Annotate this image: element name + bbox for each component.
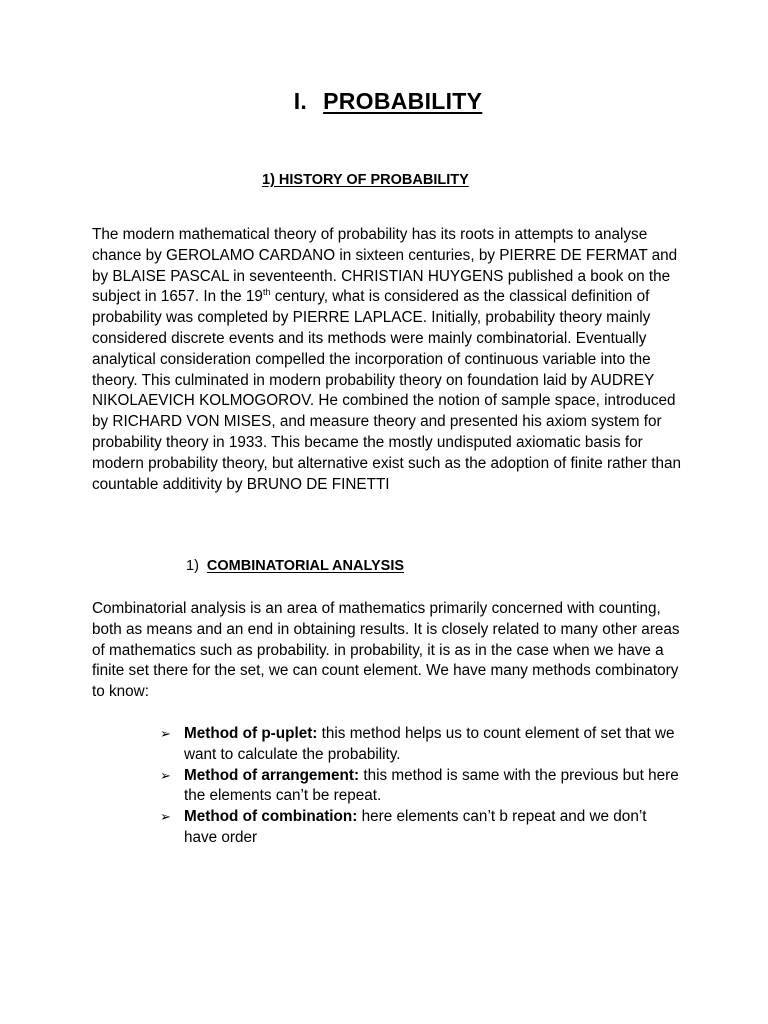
- combinatorial-heading: [186, 558, 404, 574]
- combinatorial-heading-text: COMBINATORIAL ANALYSIS: [206, 558, 405, 574]
- method-name: Method of p-uplet:: [184, 725, 318, 742]
- list-item: [160, 766, 680, 808]
- arrow-bullet-icon: ➢: [160, 726, 171, 741]
- method-description: here elements can’t b repeat and we don’t have order: [184, 808, 647, 846]
- history-paragraph: [92, 225, 692, 495]
- combinatorial-paragraph: Combinatorial analysis is an area of mathematics primarily concerned with counting, both as means and an end in obtaining results. It is closely related to many other areas of mathematics such as probability. in probability, it is as in the case when we have a finite set there for the set, we can count element. We have many methods combinatory to know:: [92, 600, 680, 701]
- title-text: PROBABILITY: [323, 88, 483, 114]
- history-text-part-2: century, what is considered as the classical definition of probability was completed by PIERRE LAPLACE. Initially, probability theory mainly considered discrete events and its methods were mainly combinatorial. Eventually analytical consideration compelled the incorporation of continuous variable into the theory. This culminated in modern probability theory on foundation laid by AUDREY NIKOLAEVICH KOLMOGOROV. He combined the notion of sample space, introduced by RICHARD VON MISES, and measure theory and presented his axiom system for probability theory in 1933. This became the mostly undisputed axiomatic basis for modern probability theory, but alternative exist such as the adoption of finite rather than countable additivity by BRUNO DE FINETTI: [92, 288, 681, 493]
- list-item: [160, 807, 680, 849]
- page-title: [0, 88, 768, 115]
- arrow-bullet-icon: ➢: [160, 809, 171, 825]
- arrow-bullet-icon: ➢: [160, 767, 171, 783]
- list-item: [160, 724, 680, 766]
- method-description: this method is same with the previous but here the elements can’t be repeat.: [184, 766, 679, 805]
- history-heading: 1) HISTORY OF PROBABILITY: [262, 172, 469, 188]
- method-description: this method helps us to count element of set that we want to calculate the probability.: [184, 725, 675, 763]
- methods-list: [160, 724, 680, 849]
- history-superscript: th: [262, 287, 271, 298]
- history-text-part-1: The modern mathematical theory of probability has its roots in attempts to analyse chance by GEROLAMO CARDANO in sixteen centuries, by PIERRE DE FERMAT and by BLAISE PASCAL in seventeenth. CHRISTIAN HUYGENS published a book on the subject in 1657. In the 19: [92, 226, 678, 306]
- title-number: I.: [293, 88, 308, 114]
- method-name: Method of arrangement:: [184, 766, 360, 784]
- combinatorial-heading-number: 1): [186, 558, 199, 574]
- method-name: Method of combination:: [184, 808, 358, 826]
